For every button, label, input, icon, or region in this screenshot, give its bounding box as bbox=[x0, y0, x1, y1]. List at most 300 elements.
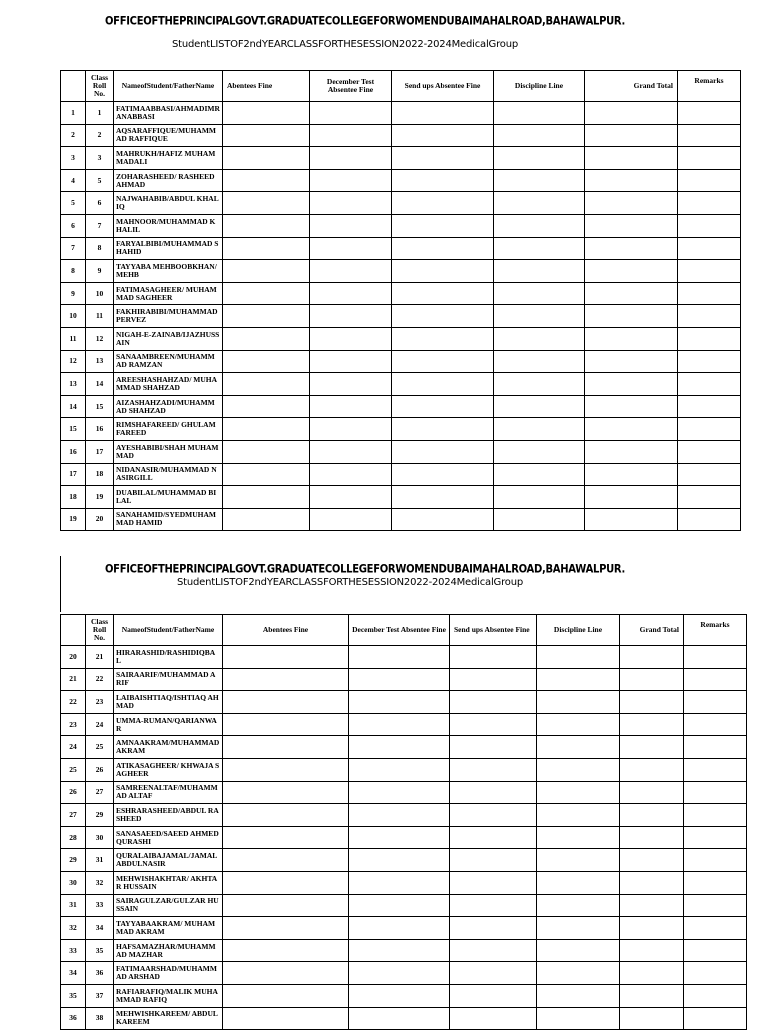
student-name-cell: SANAAMBREEN/MUHAMMAD RAMZAN bbox=[114, 350, 223, 373]
december-test-fine-cell[interactable] bbox=[349, 1007, 450, 1030]
sendups-fine-cell[interactable] bbox=[392, 440, 494, 463]
roll-number-cell: 34 bbox=[86, 917, 114, 940]
grand-total-cell[interactable] bbox=[620, 871, 684, 894]
absentees-fine-cell[interactable] bbox=[223, 508, 310, 531]
grand-total-cell[interactable] bbox=[585, 350, 678, 373]
student-name-cell: MEHWISHKAREEM/ ABDUL KAREEM bbox=[114, 1007, 223, 1030]
table-row bbox=[61, 917, 747, 940]
december-test-fine-cell[interactable] bbox=[349, 826, 450, 849]
absentees-fine-cell[interactable] bbox=[223, 327, 310, 350]
absentees-fine-cell[interactable] bbox=[223, 102, 310, 125]
absentees-fine-cell[interactable] bbox=[223, 668, 349, 691]
grand-total-cell[interactable] bbox=[585, 463, 678, 486]
table-row bbox=[61, 508, 741, 531]
roll-number-cell: 36 bbox=[86, 962, 114, 985]
absentees-fine-cell[interactable] bbox=[223, 440, 310, 463]
december-test-fine-cell[interactable] bbox=[310, 192, 392, 215]
remarks-cell[interactable] bbox=[678, 327, 741, 350]
absentees-fine-cell[interactable] bbox=[223, 192, 310, 215]
sendups-fine-cell[interactable] bbox=[392, 418, 494, 441]
remarks-cell[interactable] bbox=[684, 939, 747, 962]
serial-number-cell: 27 bbox=[61, 804, 86, 827]
student-name-cell: LAIBAISHTIAQ/ISHTIAQ AHMAD bbox=[114, 691, 223, 714]
discipline-cell[interactable] bbox=[537, 804, 620, 827]
sendups-fine-cell[interactable] bbox=[450, 1007, 537, 1030]
sendups-fine-cell[interactable] bbox=[392, 373, 494, 396]
student-name-cell: NIGAH-E-ZAINAB/IJAZHUSSAIN bbox=[114, 327, 223, 350]
student-name-cell: FATIMAARSHAD/MUHAMMAD ARSHAD bbox=[114, 962, 223, 985]
discipline-cell[interactable] bbox=[494, 418, 585, 441]
discipline-cell[interactable] bbox=[494, 102, 585, 125]
sendups-fine-cell[interactable] bbox=[392, 282, 494, 305]
table-row bbox=[61, 691, 747, 714]
grand-total-cell[interactable] bbox=[620, 646, 684, 669]
december-test-fine-cell[interactable] bbox=[349, 646, 450, 669]
table-row bbox=[61, 939, 747, 962]
serial-number-cell: 23 bbox=[61, 713, 86, 736]
table-row bbox=[61, 214, 741, 237]
table-row bbox=[61, 147, 741, 170]
december-test-fine-cell[interactable] bbox=[349, 758, 450, 781]
absentees-fine-cell[interactable] bbox=[223, 147, 310, 170]
december-test-fine-cell[interactable] bbox=[310, 350, 392, 373]
sendups-fine-cell[interactable] bbox=[450, 917, 537, 940]
december-test-fine-cell[interactable] bbox=[310, 486, 392, 509]
absentees-fine-cell[interactable] bbox=[223, 214, 310, 237]
absentees-fine-cell[interactable] bbox=[223, 939, 349, 962]
student-name-cell: NAJWAHABIB/ABDUL KHALIQ bbox=[114, 192, 223, 215]
student-name-cell: RAFIARAFIQ/MALIK MUHAMMAD RAFIQ bbox=[114, 984, 223, 1007]
sendups-fine-cell[interactable] bbox=[392, 147, 494, 170]
absentees-fine-cell[interactable] bbox=[223, 736, 349, 759]
december-test-fine-cell[interactable] bbox=[310, 440, 392, 463]
absentees-fine-cell[interactable] bbox=[223, 826, 349, 849]
discipline-cell[interactable] bbox=[537, 646, 620, 669]
remarks-cell[interactable] bbox=[684, 668, 747, 691]
sendups-fine-cell[interactable] bbox=[392, 237, 494, 260]
table-row bbox=[61, 871, 747, 894]
serial-number-cell: 33 bbox=[61, 939, 86, 962]
absentees-fine-cell[interactable] bbox=[223, 691, 349, 714]
table-row bbox=[61, 102, 741, 125]
grand-total-cell[interactable] bbox=[585, 169, 678, 192]
december-test-fine-cell[interactable] bbox=[349, 668, 450, 691]
sendups-fine-cell[interactable] bbox=[450, 826, 537, 849]
discipline-cell[interactable] bbox=[494, 486, 585, 509]
grand-total-cell[interactable] bbox=[585, 147, 678, 170]
remarks-cell[interactable] bbox=[678, 169, 741, 192]
sendups-fine-cell[interactable] bbox=[450, 984, 537, 1007]
absentees-fine-cell[interactable] bbox=[223, 305, 310, 328]
sendups-fine-cell[interactable] bbox=[450, 781, 537, 804]
discipline-cell[interactable] bbox=[494, 214, 585, 237]
december-test-fine-cell[interactable] bbox=[349, 984, 450, 1007]
december-test-fine-cell[interactable] bbox=[310, 508, 392, 531]
remarks-cell[interactable] bbox=[678, 147, 741, 170]
sendups-fine-cell[interactable] bbox=[392, 214, 494, 237]
roll-number-cell: 35 bbox=[86, 939, 114, 962]
serial-number-cell: 1 bbox=[61, 102, 86, 125]
serial-number-cell: 22 bbox=[61, 691, 86, 714]
grand-total-cell[interactable] bbox=[585, 192, 678, 215]
sendups-fine-cell[interactable] bbox=[450, 691, 537, 714]
grand-total-cell[interactable] bbox=[585, 418, 678, 441]
absentees-fine-cell[interactable] bbox=[223, 646, 349, 669]
remarks-cell[interactable] bbox=[684, 894, 747, 917]
remarks-cell[interactable] bbox=[678, 102, 741, 125]
sendups-fine-cell[interactable] bbox=[450, 849, 537, 872]
absentees-fine-cell[interactable] bbox=[223, 758, 349, 781]
grand-total-cell[interactable] bbox=[585, 102, 678, 125]
remarks-cell[interactable] bbox=[678, 350, 741, 373]
absentees-fine-cell[interactable] bbox=[223, 781, 349, 804]
sendups-header: Send ups Absentee Fine bbox=[450, 615, 537, 646]
grand-total-cell[interactable] bbox=[620, 826, 684, 849]
discipline-cell[interactable] bbox=[494, 260, 585, 283]
roll-number-cell: 7 bbox=[86, 214, 114, 237]
student-name-cell: AIZASHAHZADI/MUHAMMAD SHAHZAD bbox=[114, 395, 223, 418]
page2-office-title: OFFICEOFTHEPRINCIPALGOVT.GRADUATECOLLEGEFORWOMENDUBAIMAHALROAD,BAHAWALPUR. bbox=[104, 563, 626, 576]
student-name-cell: SAIRAGULZAR/GULZAR HUSSAIN bbox=[114, 894, 223, 917]
grand-total-cell[interactable] bbox=[585, 260, 678, 283]
absentees-fine-header: Abentees Fine bbox=[223, 615, 349, 646]
remarks-cell[interactable] bbox=[684, 849, 747, 872]
december-test-fine-cell[interactable] bbox=[349, 691, 450, 714]
discipline-cell[interactable] bbox=[537, 1007, 620, 1030]
december-test-fine-cell[interactable] bbox=[349, 804, 450, 827]
grand-total-cell[interactable] bbox=[620, 736, 684, 759]
december-test-fine-cell[interactable] bbox=[349, 713, 450, 736]
discipline-cell[interactable] bbox=[494, 305, 585, 328]
student-name-cell: MEHWISHAKHTAR/ AKHTAR HUSSAIN bbox=[114, 871, 223, 894]
absentees-fine-cell[interactable] bbox=[223, 124, 310, 147]
remarks-cell[interactable] bbox=[678, 214, 741, 237]
december-test-fine-cell[interactable] bbox=[349, 781, 450, 804]
discipline-cell[interactable] bbox=[537, 713, 620, 736]
table-row bbox=[61, 418, 741, 441]
sendups-fine-cell[interactable] bbox=[392, 169, 494, 192]
serial-number-cell: 32 bbox=[61, 917, 86, 940]
roll-number-cell: 1 bbox=[86, 102, 114, 125]
remarks-cell[interactable] bbox=[678, 237, 741, 260]
table-row bbox=[61, 984, 747, 1007]
sendups-fine-cell[interactable] bbox=[392, 508, 494, 531]
discipline-cell[interactable] bbox=[537, 736, 620, 759]
serial-number-cell: 12 bbox=[61, 350, 86, 373]
discipline-cell[interactable] bbox=[537, 826, 620, 849]
grand-total-cell[interactable] bbox=[585, 237, 678, 260]
grand-total-cell[interactable] bbox=[620, 849, 684, 872]
absentees-fine-cell[interactable] bbox=[223, 169, 310, 192]
grand-total-cell[interactable] bbox=[620, 804, 684, 827]
grand-total-cell[interactable] bbox=[620, 894, 684, 917]
sendups-fine-cell[interactable] bbox=[392, 124, 494, 147]
discipline-cell[interactable] bbox=[494, 124, 585, 147]
absentees-fine-cell[interactable] bbox=[223, 418, 310, 441]
roll-number-cell: 37 bbox=[86, 984, 114, 1007]
serial-number-cell: 29 bbox=[61, 849, 86, 872]
sendups-fine-cell[interactable] bbox=[392, 327, 494, 350]
grand-total-cell[interactable] bbox=[585, 508, 678, 531]
sendups-fine-cell[interactable] bbox=[392, 192, 494, 215]
page1-student-table bbox=[60, 70, 741, 531]
december-test-fine-cell[interactable] bbox=[310, 373, 392, 396]
roll-number-cell: 27 bbox=[86, 781, 114, 804]
serial-number-cell: 26 bbox=[61, 781, 86, 804]
sendups-fine-cell[interactable] bbox=[392, 102, 494, 125]
student-name-cell: FATIMAABBASI/AHMADIMRANABBASI bbox=[114, 102, 223, 125]
remarks-cell[interactable] bbox=[684, 871, 747, 894]
grand-total-cell[interactable] bbox=[620, 758, 684, 781]
absentees-fine-cell[interactable] bbox=[223, 804, 349, 827]
grand-total-cell[interactable] bbox=[585, 440, 678, 463]
december-test-fine-cell[interactable] bbox=[310, 418, 392, 441]
sendups-fine-cell[interactable] bbox=[450, 668, 537, 691]
student-name-cell: TAYYABA MEHBOOBKHAN/MEHB bbox=[114, 260, 223, 283]
roll-number-cell: 38 bbox=[86, 1007, 114, 1030]
absentees-fine-cell[interactable] bbox=[223, 984, 349, 1007]
roll-number-cell: 33 bbox=[86, 894, 114, 917]
serial-header bbox=[61, 71, 86, 102]
sendups-fine-cell[interactable] bbox=[450, 713, 537, 736]
december-test-fine-cell[interactable] bbox=[310, 260, 392, 283]
serial-number-cell: 19 bbox=[61, 508, 86, 531]
remarks-cell[interactable] bbox=[684, 758, 747, 781]
remarks-cell[interactable] bbox=[684, 962, 747, 985]
name-header: NameofStudent/FatherName bbox=[114, 615, 223, 646]
sendups-fine-cell[interactable] bbox=[450, 804, 537, 827]
grand-total-cell[interactable] bbox=[585, 305, 678, 328]
absentees-fine-cell[interactable] bbox=[223, 373, 310, 396]
grand-total-cell[interactable] bbox=[585, 486, 678, 509]
sendups-fine-cell[interactable] bbox=[392, 463, 494, 486]
absentees-fine-cell[interactable] bbox=[223, 871, 349, 894]
student-name-cell: FARYALBIBI/MUHAMMAD SHAHID bbox=[114, 237, 223, 260]
serial-number-cell: 5 bbox=[61, 192, 86, 215]
remarks-cell[interactable] bbox=[678, 418, 741, 441]
discipline-cell[interactable] bbox=[537, 871, 620, 894]
sendups-fine-cell[interactable] bbox=[450, 962, 537, 985]
serial-number-cell: 11 bbox=[61, 327, 86, 350]
serial-number-cell: 34 bbox=[61, 962, 86, 985]
roll-header: Class Roll No. bbox=[86, 615, 114, 646]
grand-total-cell[interactable] bbox=[585, 373, 678, 396]
grand-total-header: Grand Total bbox=[585, 71, 678, 102]
roll-number-cell: 5 bbox=[86, 169, 114, 192]
sendups-fine-cell[interactable] bbox=[450, 758, 537, 781]
absentees-fine-cell[interactable] bbox=[223, 486, 310, 509]
table-row bbox=[61, 826, 747, 849]
december-test-fine-cell[interactable] bbox=[310, 327, 392, 350]
grand-total-cell[interactable] bbox=[585, 124, 678, 147]
remarks-cell[interactable] bbox=[678, 282, 741, 305]
december-test-fine-cell[interactable] bbox=[310, 282, 392, 305]
grand-total-cell[interactable] bbox=[620, 691, 684, 714]
roll-number-cell: 12 bbox=[86, 327, 114, 350]
discipline-cell[interactable] bbox=[494, 440, 585, 463]
page2-student-table bbox=[60, 614, 747, 1030]
roll-number-cell: 10 bbox=[86, 282, 114, 305]
december-test-header: December Test Absentee Fine bbox=[349, 615, 450, 646]
december-test-fine-cell[interactable] bbox=[349, 894, 450, 917]
december-test-fine-cell[interactable] bbox=[310, 395, 392, 418]
absentees-fine-cell[interactable] bbox=[223, 463, 310, 486]
december-test-fine-cell[interactable] bbox=[349, 917, 450, 940]
grand-total-cell[interactable] bbox=[620, 1007, 684, 1030]
discipline-cell[interactable] bbox=[494, 282, 585, 305]
sendups-fine-cell[interactable] bbox=[392, 486, 494, 509]
sendups-fine-cell[interactable] bbox=[392, 260, 494, 283]
grand-total-cell[interactable] bbox=[620, 713, 684, 736]
absentees-fine-cell[interactable] bbox=[223, 849, 349, 872]
student-name-cell: MAHRUKH/HAFIZ MUHAMMADALI bbox=[114, 147, 223, 170]
absentees-fine-cell[interactable] bbox=[223, 713, 349, 736]
remarks-cell[interactable] bbox=[678, 260, 741, 283]
table-row bbox=[61, 260, 741, 283]
discipline-header: Discipline Line bbox=[494, 71, 585, 102]
december-test-fine-cell[interactable] bbox=[349, 871, 450, 894]
december-test-header: December Test Absentee Fine bbox=[310, 71, 392, 102]
remarks-cell[interactable] bbox=[684, 826, 747, 849]
discipline-cell[interactable] bbox=[494, 508, 585, 531]
remarks-cell[interactable] bbox=[684, 984, 747, 1007]
absentees-fine-header: Abentees Fine bbox=[223, 71, 310, 102]
december-test-fine-cell[interactable] bbox=[310, 169, 392, 192]
remarks-cell[interactable] bbox=[684, 691, 747, 714]
discipline-cell[interactable] bbox=[494, 169, 585, 192]
roll-number-cell: 9 bbox=[86, 260, 114, 283]
student-name-cell: SANASAEED/SAEED AHMEDQURASHI bbox=[114, 826, 223, 849]
absentees-fine-cell[interactable] bbox=[223, 962, 349, 985]
student-name-cell: ESHRARASHEED/ABDUL RASHEED bbox=[114, 804, 223, 827]
grand-total-cell[interactable] bbox=[620, 984, 684, 1007]
december-test-fine-cell[interactable] bbox=[349, 962, 450, 985]
grand-total-cell[interactable] bbox=[620, 781, 684, 804]
serial-header bbox=[61, 615, 86, 646]
remarks-cell[interactable] bbox=[684, 736, 747, 759]
absentees-fine-cell[interactable] bbox=[223, 395, 310, 418]
sendups-fine-cell[interactable] bbox=[450, 939, 537, 962]
december-test-fine-cell[interactable] bbox=[310, 102, 392, 125]
absentees-fine-cell[interactable] bbox=[223, 350, 310, 373]
discipline-cell[interactable] bbox=[494, 373, 585, 396]
discipline-cell[interactable] bbox=[537, 984, 620, 1007]
remarks-cell[interactable] bbox=[678, 463, 741, 486]
remarks-header: Remarks bbox=[678, 71, 741, 102]
sendups-fine-cell[interactable] bbox=[450, 736, 537, 759]
grand-total-cell[interactable] bbox=[585, 214, 678, 237]
discipline-cell[interactable] bbox=[537, 691, 620, 714]
remarks-cell[interactable] bbox=[678, 192, 741, 215]
sendups-fine-cell[interactable] bbox=[450, 871, 537, 894]
grand-total-cell[interactable] bbox=[620, 668, 684, 691]
table-row bbox=[61, 736, 747, 759]
remarks-cell[interactable] bbox=[684, 781, 747, 804]
discipline-cell[interactable] bbox=[537, 781, 620, 804]
serial-number-cell: 13 bbox=[61, 373, 86, 396]
december-test-fine-cell[interactable] bbox=[349, 939, 450, 962]
remarks-cell[interactable] bbox=[684, 804, 747, 827]
sendups-fine-cell[interactable] bbox=[392, 350, 494, 373]
serial-number-cell: 10 bbox=[61, 305, 86, 328]
absentees-fine-cell[interactable] bbox=[223, 237, 310, 260]
remarks-cell[interactable] bbox=[678, 373, 741, 396]
remarks-cell[interactable] bbox=[678, 395, 741, 418]
roll-number-cell: 15 bbox=[86, 395, 114, 418]
remarks-cell[interactable] bbox=[678, 508, 741, 531]
discipline-cell[interactable] bbox=[537, 962, 620, 985]
absentees-fine-cell[interactable] bbox=[223, 917, 349, 940]
grand-total-cell[interactable] bbox=[620, 962, 684, 985]
student-name-cell: DUABILAL/MUHAMMAD BILAL bbox=[114, 486, 223, 509]
december-test-fine-cell[interactable] bbox=[310, 463, 392, 486]
december-test-fine-cell[interactable] bbox=[349, 849, 450, 872]
discipline-cell[interactable] bbox=[537, 758, 620, 781]
discipline-cell[interactable] bbox=[537, 917, 620, 940]
absentees-fine-cell[interactable] bbox=[223, 282, 310, 305]
table-row bbox=[61, 486, 741, 509]
sendups-fine-cell[interactable] bbox=[450, 894, 537, 917]
remarks-cell[interactable] bbox=[678, 124, 741, 147]
discipline-cell[interactable] bbox=[537, 849, 620, 872]
remarks-cell[interactable] bbox=[684, 646, 747, 669]
serial-number-cell: 17 bbox=[61, 463, 86, 486]
serial-number-cell: 24 bbox=[61, 736, 86, 759]
december-test-fine-cell[interactable] bbox=[310, 305, 392, 328]
december-test-fine-cell[interactable] bbox=[310, 237, 392, 260]
student-name-cell: SANAHAMID/SYEDMUHAMMAD HAMID bbox=[114, 508, 223, 531]
table-row bbox=[61, 305, 741, 328]
discipline-cell[interactable] bbox=[494, 463, 585, 486]
remarks-cell[interactable] bbox=[684, 713, 747, 736]
page1-header-row bbox=[61, 71, 741, 102]
grand-total-cell[interactable] bbox=[585, 282, 678, 305]
grand-total-cell[interactable] bbox=[620, 917, 684, 940]
discipline-cell[interactable] bbox=[494, 237, 585, 260]
remarks-cell[interactable] bbox=[678, 440, 741, 463]
december-test-fine-cell[interactable] bbox=[310, 124, 392, 147]
sendups-fine-cell[interactable] bbox=[392, 305, 494, 328]
discipline-cell[interactable] bbox=[494, 192, 585, 215]
grand-total-cell[interactable] bbox=[620, 939, 684, 962]
discipline-cell[interactable] bbox=[494, 327, 585, 350]
serial-number-cell: 30 bbox=[61, 871, 86, 894]
discipline-cell[interactable] bbox=[537, 668, 620, 691]
december-test-fine-cell[interactable] bbox=[310, 214, 392, 237]
sendups-fine-cell[interactable] bbox=[392, 395, 494, 418]
discipline-cell[interactable] bbox=[494, 147, 585, 170]
sendups-fine-cell[interactable] bbox=[450, 646, 537, 669]
discipline-cell[interactable] bbox=[494, 395, 585, 418]
remarks-cell[interactable] bbox=[684, 917, 747, 940]
remarks-cell[interactable] bbox=[684, 1007, 747, 1030]
discipline-cell[interactable] bbox=[537, 939, 620, 962]
absentees-fine-cell[interactable] bbox=[223, 894, 349, 917]
absentees-fine-cell[interactable] bbox=[223, 1007, 349, 1030]
serial-number-cell: 4 bbox=[61, 169, 86, 192]
discipline-cell[interactable] bbox=[494, 350, 585, 373]
december-test-fine-cell[interactable] bbox=[349, 736, 450, 759]
remarks-cell[interactable] bbox=[678, 305, 741, 328]
page1-office-title: OFFICEOFTHEPRINCIPALGOVT.GRADUATECOLLEGEFORWOMENDUBAIMAHALROAD,BAHAWALPUR. bbox=[104, 15, 626, 28]
serial-number-cell: 14 bbox=[61, 395, 86, 418]
absentees-fine-cell[interactable] bbox=[223, 260, 310, 283]
remarks-cell[interactable] bbox=[678, 486, 741, 509]
discipline-cell[interactable] bbox=[537, 894, 620, 917]
grand-total-cell[interactable] bbox=[585, 395, 678, 418]
december-test-fine-cell[interactable] bbox=[310, 147, 392, 170]
grand-total-cell[interactable] bbox=[585, 327, 678, 350]
